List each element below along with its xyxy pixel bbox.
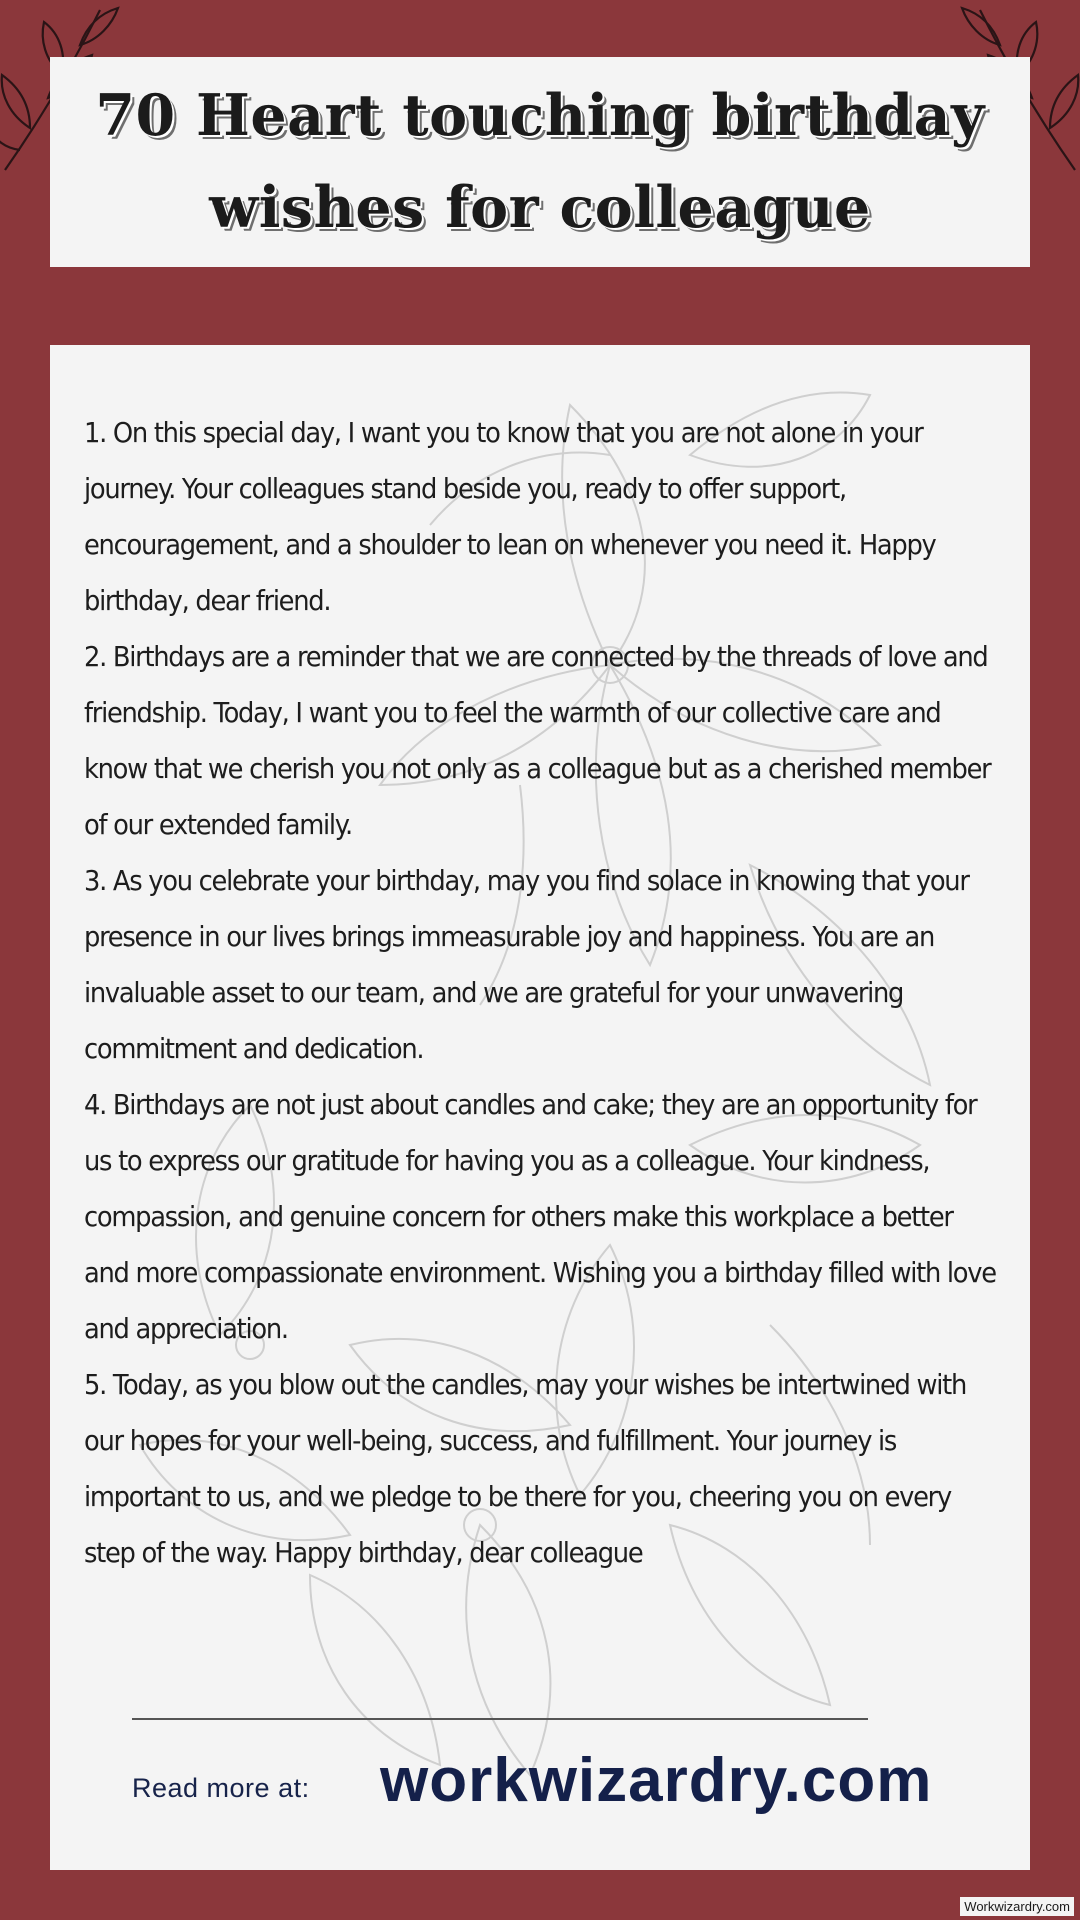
watermark: Workwizardry.com bbox=[960, 1897, 1074, 1916]
wish-item-1: 1. On this special day, I want you to know that you are not alone in your journey. Your colleagues stand beside you, ready to offer support, encouragement, and a shoulder to lean on whenever you need it. Happy birthday, dear friend. bbox=[84, 416, 936, 617]
divider bbox=[132, 1718, 868, 1720]
read-more-label: Read more at: bbox=[132, 1773, 310, 1803]
title-banner bbox=[50, 57, 1030, 267]
wish-item-5: 5. Today, as you blow out the candles, may your wishes be intertwined with our hopes for your well-being, success, and fulfillment. Your journey is important to us, and we pledge to be there for you, cheering you on every step of the way. Happy birthday, dear colleague bbox=[84, 1368, 967, 1569]
wishes-list bbox=[84, 405, 1014, 1581]
wish-item-3: 3. As you celebrate your birthday, may you find solace in knowing that your presence in our lives brings immeasurable joy and happiness. You are an invaluable asset to our team, and we are grateful for your unwavering commitment and dedication. bbox=[84, 864, 969, 1065]
site-link[interactable]: workwizardry.com bbox=[380, 1746, 933, 1815]
wish-item-2: 2. Birthdays are a reminder that we are connected by the threads of love and friendship. Today, I want you to feel the warmth of our collective care and know that we cherish you not only as a colleague but as a cherished member of our extended family. bbox=[84, 640, 991, 841]
page-title: 70 Heart touching birthday wishes for colleague bbox=[95, 82, 985, 241]
wishes-panel bbox=[50, 345, 1030, 1870]
wish-item-4: 4. Birthdays are not just about candles and cake; they are an opportunity for us to express our gratitude for having you as a colleague. Your kindness, compassion, and genuine concern for others make this workplace a better and more compassionate environment. Wishing you a birthday filled with love and appreciation. bbox=[84, 1088, 996, 1345]
